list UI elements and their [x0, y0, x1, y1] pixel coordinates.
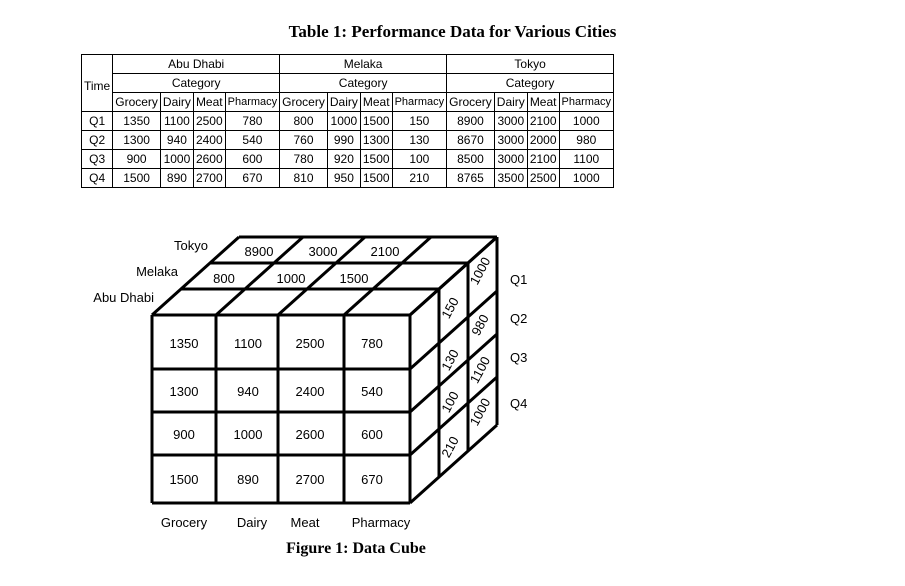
quarter-cell: Q1 [82, 112, 113, 131]
quarter-label: Q1 [510, 272, 528, 287]
value-cell: 2000 [527, 131, 559, 150]
value-cell: 8765 [447, 169, 495, 188]
cube-value: 1500 [169, 472, 199, 487]
value-cell: 8900 [447, 112, 495, 131]
col-header: Meat [360, 93, 392, 112]
value-cell: 1500 [360, 112, 392, 131]
value-cell: 2100 [527, 112, 559, 131]
col-header: Pharmacy [559, 93, 614, 112]
cube-value: 1100 [234, 336, 262, 351]
value-cell: 3000 [494, 150, 527, 169]
cube-side-value: 1100 [466, 354, 494, 386]
cube-side-value: 130 [438, 346, 462, 373]
value-cell: 1300 [113, 131, 161, 150]
city-label-abu-dhabi: Abu Dhabi [93, 290, 154, 305]
col-header: Grocery [280, 93, 328, 112]
value-cell: 760 [280, 131, 328, 150]
category-label: Meat [290, 515, 320, 530]
value-cell: 3000 [494, 112, 527, 131]
value-cell: 2700 [193, 169, 225, 188]
value-cell: 940 [160, 131, 193, 150]
city-header-melaka: Melaka [280, 55, 447, 74]
quarter-cell: Q2 [82, 131, 113, 150]
cube-side-value: 1000 [466, 395, 494, 429]
cube-top-value: 3000 [308, 244, 338, 259]
value-cell: 1100 [559, 150, 614, 169]
value-cell: 130 [392, 131, 447, 150]
col-header: Dairy [160, 93, 193, 112]
cube-top-value: 800 [213, 271, 235, 286]
cube-top-value: 1000 [276, 271, 306, 286]
col-header: Pharmacy [392, 93, 447, 112]
value-cell: 1100 [160, 112, 193, 131]
value-cell: 1350 [113, 112, 161, 131]
col-header: Pharmacy [225, 93, 280, 112]
time-header: Time [82, 55, 113, 93]
value-cell: 990 [327, 131, 360, 150]
quarter-label: Q3 [510, 350, 528, 365]
value-cell: 8670 [447, 131, 495, 150]
cube-top-value: 1500 [339, 271, 369, 286]
quarter-cell: Q4 [82, 169, 113, 188]
value-cell: 540 [225, 131, 280, 150]
cube-value: 2600 [295, 427, 325, 442]
table-title: Table 1: Performance Data for Various Cities [288, 22, 617, 41]
cube-value: 1300 [169, 384, 199, 399]
value-cell: 1000 [160, 150, 193, 169]
cube-side-value: 150 [438, 294, 462, 321]
col-header: Dairy [494, 93, 527, 112]
cube-top-value: 8900 [244, 244, 274, 259]
col-header: Dairy [327, 93, 360, 112]
col-header: Meat [527, 93, 559, 112]
cube-value: 780 [361, 336, 383, 351]
value-cell: 1000 [559, 169, 614, 188]
cube-value: 540 [361, 384, 383, 399]
cube-value: 900 [173, 427, 195, 442]
value-cell: 2500 [527, 169, 559, 188]
city-header-abu-dhabi: Abu Dhabi [113, 55, 280, 74]
quarter-label: Q2 [510, 311, 528, 326]
value-cell: 150 [392, 112, 447, 131]
city-header-tokyo: Tokyo [447, 55, 614, 74]
value-cell: 890 [160, 169, 193, 188]
category-label: Grocery [160, 515, 208, 530]
value-cell: 980 [559, 131, 614, 150]
quarter-cell: Q3 [82, 150, 113, 169]
value-cell: 8500 [447, 150, 495, 169]
city-label-tokyo: Tokyo [174, 238, 208, 253]
value-cell: 1500 [360, 169, 392, 188]
value-cell: 2100 [527, 150, 559, 169]
figure-caption: Figure 1: Data Cube [286, 540, 426, 557]
cube-value: 670 [361, 472, 383, 487]
value-cell: 2500 [193, 112, 225, 131]
cube-value: 1350 [169, 336, 199, 351]
cube-side-value: 210 [438, 433, 462, 460]
value-cell: 1000 [327, 112, 360, 131]
city-label-melaka: Melaka [136, 264, 178, 279]
category-header: Category [447, 74, 614, 93]
value-cell: 800 [280, 112, 328, 131]
cube-value: 2700 [295, 472, 325, 487]
value-cell: 100 [392, 150, 447, 169]
col-header: Meat [193, 93, 225, 112]
value-cell: 810 [280, 169, 328, 188]
value-cell: 780 [280, 150, 328, 169]
value-cell: 3500 [494, 169, 527, 188]
cube-side-value: 100 [438, 388, 462, 415]
cube-value: 890 [237, 472, 259, 487]
quarter-label: Q4 [510, 396, 528, 411]
value-cell: 780 [225, 112, 280, 131]
cube-value: 2500 [295, 336, 325, 351]
cube-value: 940 [237, 384, 259, 399]
value-cell: 210 [392, 169, 447, 188]
value-cell: 920 [327, 150, 360, 169]
category-header: Category [113, 74, 280, 93]
value-cell: 1300 [360, 131, 392, 150]
cube-value: 1000 [233, 427, 263, 442]
cube-top-value: 2100 [370, 244, 400, 259]
value-cell: 2400 [193, 131, 225, 150]
value-cell: 670 [225, 169, 280, 188]
value-cell: 900 [113, 150, 161, 169]
value-cell: 3000 [494, 131, 527, 150]
category-label: Dairy [236, 515, 268, 530]
cube-side-value: 980 [468, 311, 492, 338]
cube-value: 600 [361, 427, 383, 442]
value-cell: 600 [225, 150, 280, 169]
value-cell: 950 [327, 169, 360, 188]
value-cell: 2600 [193, 150, 225, 169]
col-header: Grocery [113, 93, 161, 112]
value-cell: 1500 [113, 169, 161, 188]
value-cell: 1500 [360, 150, 392, 169]
cube-side-value: 1000 [466, 254, 494, 288]
col-header: Grocery [447, 93, 495, 112]
category-header: Category [280, 74, 447, 93]
cube-value: 2400 [295, 384, 325, 399]
category-label: Pharmacy [351, 515, 411, 530]
value-cell: 1000 [559, 112, 614, 131]
